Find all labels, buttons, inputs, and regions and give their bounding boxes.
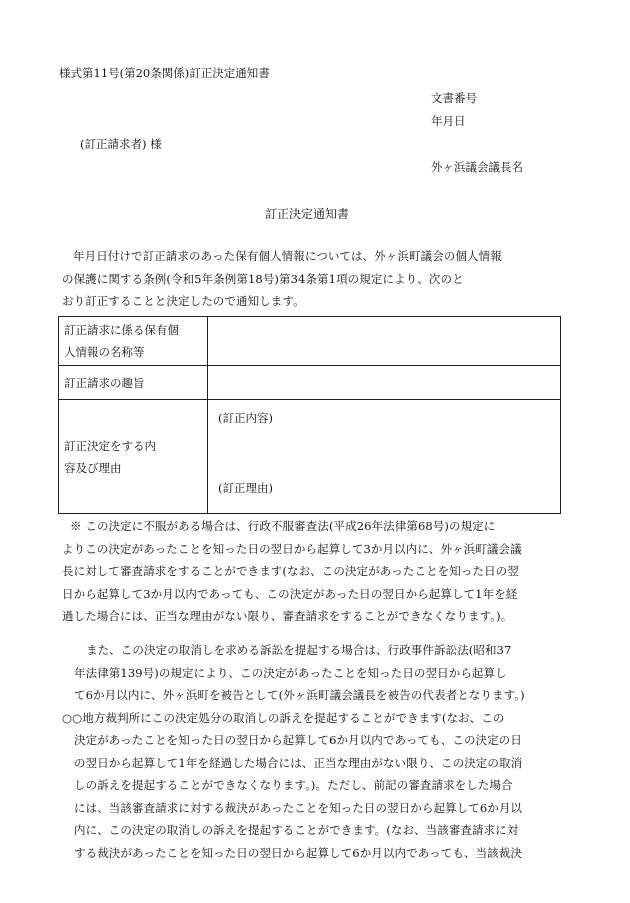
note-line: 内に、この決定の取消しの訴えを提起することができます。(なお、当該審査請求に対 [74, 823, 519, 837]
table-row [59, 366, 561, 400]
note-line: また、この決定の取消しを求める訴訟を提起する場合は、行政事件訴訟法(昭和37 [86, 643, 512, 657]
note-line: て6か月以内に、外ヶ浜町を被告として(外ヶ浜町議会議長を被告の代表者となります。) [74, 688, 525, 702]
table-row [59, 317, 561, 366]
correction-reason-label: (訂正理由) [218, 481, 273, 495]
row-label-name [59, 317, 208, 366]
note-line: する裁決があったことを知った日の翌日から起算して6か月以内であっても、当該裁決 [74, 845, 522, 860]
lawsuit-note [62, 639, 570, 864]
note-line: 長に対して審査請求をすることができます(なお、この決定があったことを知った日の翌 [62, 564, 519, 578]
note-line: には、当該審査請求に対する裁決があったことを知った日の翌日から起算して6か月以 [74, 800, 523, 815]
intro-line: の保護に関する条例(令和5年条例第18号)第34条第1項の規定により、次のと [62, 271, 464, 286]
row-value-decision [208, 400, 561, 514]
note-line: 年法律第139号)の規定により、この決定があったことを知った日の翌日から起算し [74, 665, 507, 680]
row-value-name [208, 317, 561, 366]
row-label-line: 容及び理由 [64, 460, 122, 475]
table-row [59, 400, 561, 514]
note-line: ※ この決定に不服がある場合は、行政不服審査法(平成26年法律第68号)の規定に [70, 519, 496, 533]
row-value-purpose [208, 366, 561, 400]
row-label-line: 訂正請求に係る保有個 [64, 323, 179, 337]
note-line: 過した場合には、正当な理由がない限り、審査請求をすることができなくなります。)。 [62, 609, 513, 623]
intro-line: 年月日付けで訂正請求のあった保有個人情報については、外ヶ浜町議会の個人情報 [73, 249, 502, 263]
recipient: (訂正請求者) 様 [80, 137, 162, 151]
form-number: 様式第11号(第20条関係)訂正決定通知書 [59, 66, 270, 80]
row-label-decision [59, 400, 208, 514]
sender-name: 外ヶ浜議会議長名 [431, 160, 523, 174]
row-label-line: 人情報の名称等 [64, 345, 145, 359]
note-line: よりこの決定があったことを知った日の翌日から起算して3か月以内に、外ヶ浜町議会議 [62, 541, 522, 556]
appeal-note [62, 515, 570, 628]
row-label-line: 訂正決定をする内 [64, 438, 156, 453]
correction-content-label: (訂正内容) [218, 411, 273, 425]
note-line: ○○地方裁判所にこの決定処分の取消しの訴えを提起することができます(なお、この [62, 710, 505, 725]
row-label-line: 訂正請求の趣旨 [64, 375, 145, 390]
row-label-purpose [59, 366, 208, 400]
date-label: 年月日 [431, 114, 466, 128]
intro-line: おり訂正することと決定したので通知します。 [62, 294, 305, 308]
note-line: の翌日から起算して1年を経過した場合には、正当な理由がない限り、この決定の取消 [74, 755, 523, 770]
correction-table [58, 316, 561, 514]
note-line: 決定があったことを知った日の翌日から起算して6か月以内であっても、この決定の日 [74, 733, 522, 747]
document-number-label: 文書番号 [431, 91, 477, 105]
document-title: 訂正決定通知書 [265, 207, 350, 221]
note-line: しの訴えを提起することができなくなります。)。ただし、前記の審査請求をした場合 [74, 778, 513, 792]
note-line: 日から起算して3か月以内であっても、この決定があった日の翌日から起算して1年を経 [62, 586, 518, 601]
intro-paragraph [62, 245, 570, 313]
